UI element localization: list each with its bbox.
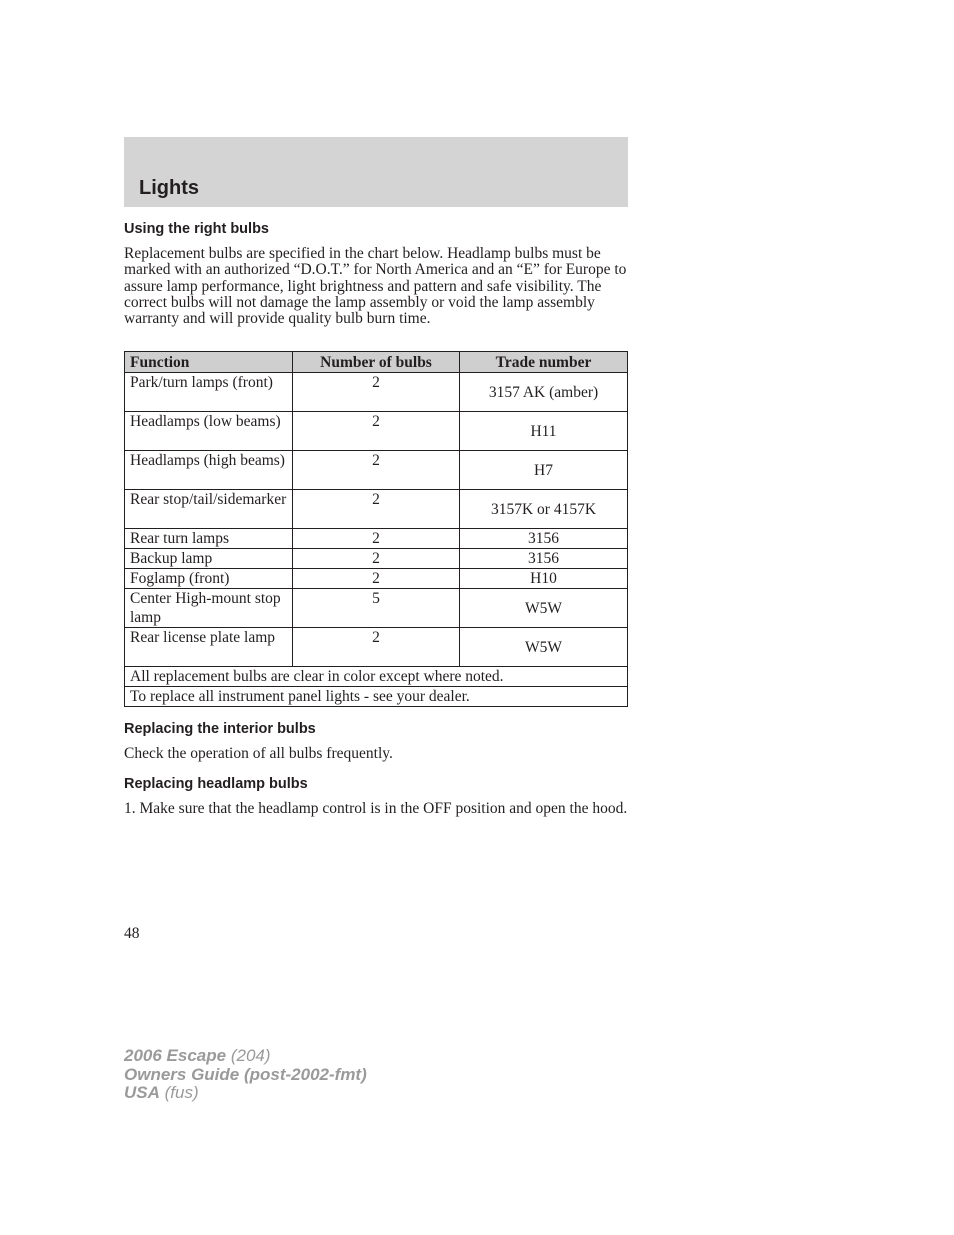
cell-number-of-bulbs: 2	[293, 373, 460, 412]
column-header-trade-number: Trade number	[460, 352, 628, 373]
cell-function: Backup lamp	[125, 549, 293, 569]
table-row	[125, 628, 628, 667]
footer-model: 2006 Escape	[124, 1046, 227, 1065]
column-header-number-of-bulbs: Number of bulbs	[293, 352, 460, 373]
table-row	[125, 569, 628, 589]
paragraph-headlamp-step-1: 1. Make sure that the headlamp control is in the OFF position and open the hood.	[124, 800, 628, 817]
table-note-row	[125, 687, 628, 707]
cell-trade-number: W5W	[460, 589, 628, 628]
heading-replacing-headlamp-bulbs: Replacing headlamp bulbs	[124, 776, 308, 792]
table-row	[125, 373, 628, 412]
bulb-specification-table	[124, 351, 628, 707]
cell-number-of-bulbs: 2	[293, 549, 460, 569]
cell-number-of-bulbs: 2	[293, 569, 460, 589]
cell-function: Park/turn lamps (front)	[125, 373, 293, 412]
cell-number-of-bulbs: 2	[293, 412, 460, 451]
table-row	[125, 529, 628, 549]
page-number: 48	[124, 925, 140, 942]
footer-line-1	[124, 1047, 367, 1066]
footer-model-code: (204)	[230, 1046, 271, 1065]
heading-using-right-bulbs: Using the right bulbs	[124, 221, 269, 237]
footer-guide: Owners Guide (post-2002-fmt)	[124, 1064, 367, 1084]
cell-function: Center High-mount stop lamp	[125, 589, 293, 628]
table-note-row	[125, 667, 628, 687]
cell-number-of-bulbs: 2	[293, 451, 460, 490]
paragraph-interior-bulbs: Check the operation of all bulbs frequently.	[124, 745, 393, 762]
paragraph-bulbs-intro: Replacement bulbs are specified in the chart below. Headlamp bulbs must be marked with an authorized “D.O.T.” for North America and an “E” for Europe to assure lamp performance, light brightness and pattern and safe visibility. The correct bulbs will not damage the lamp assembly or void the lamp assembly warranty and will provide quality bulb burn time.	[124, 245, 627, 328]
cell-function: Headlamps (high beams)	[125, 451, 293, 490]
table-row	[125, 490, 628, 529]
section-title: Lights	[139, 177, 199, 199]
cell-function: Rear turn lamps	[125, 529, 293, 549]
cell-trade-number: 3156	[460, 549, 628, 569]
cell-trade-number: W5W	[460, 628, 628, 667]
cell-number-of-bulbs: 5	[293, 589, 460, 628]
table-row	[125, 589, 628, 628]
footer-market-code: (fus)	[164, 1083, 199, 1102]
footer-market: USA	[124, 1083, 160, 1102]
cell-trade-number: H7	[460, 451, 628, 490]
cell-number-of-bulbs: 2	[293, 529, 460, 549]
table-row	[125, 549, 628, 569]
cell-trade-number: H11	[460, 412, 628, 451]
heading-replacing-interior-bulbs: Replacing the interior bulbs	[124, 721, 316, 737]
table-note-color: All replacement bulbs are clear in color except where noted.	[125, 667, 628, 687]
cell-trade-number: 3156	[460, 529, 628, 549]
cell-number-of-bulbs: 2	[293, 628, 460, 667]
column-header-function: Function	[125, 352, 293, 373]
table-row	[125, 451, 628, 490]
cell-function: Foglamp (front)	[125, 569, 293, 589]
document-footer	[124, 1047, 367, 1103]
cell-trade-number: 3157K or 4157K	[460, 490, 628, 529]
cell-function: Headlamps (low beams)	[125, 412, 293, 451]
cell-function: Rear stop/tail/sidemarker	[125, 490, 293, 529]
table-note-instrument-panel: To replace all instrument panel lights - see your dealer.	[125, 687, 628, 707]
table-row	[125, 412, 628, 451]
cell-number-of-bulbs: 2	[293, 490, 460, 529]
table-header-row	[125, 352, 628, 373]
cell-function: Rear license plate lamp	[125, 628, 293, 667]
cell-trade-number: 3157 AK (amber)	[460, 373, 628, 412]
footer-line-3	[124, 1084, 367, 1103]
footer-line-2	[124, 1066, 367, 1085]
section-header-band	[124, 137, 628, 207]
cell-trade-number: H10	[460, 569, 628, 589]
